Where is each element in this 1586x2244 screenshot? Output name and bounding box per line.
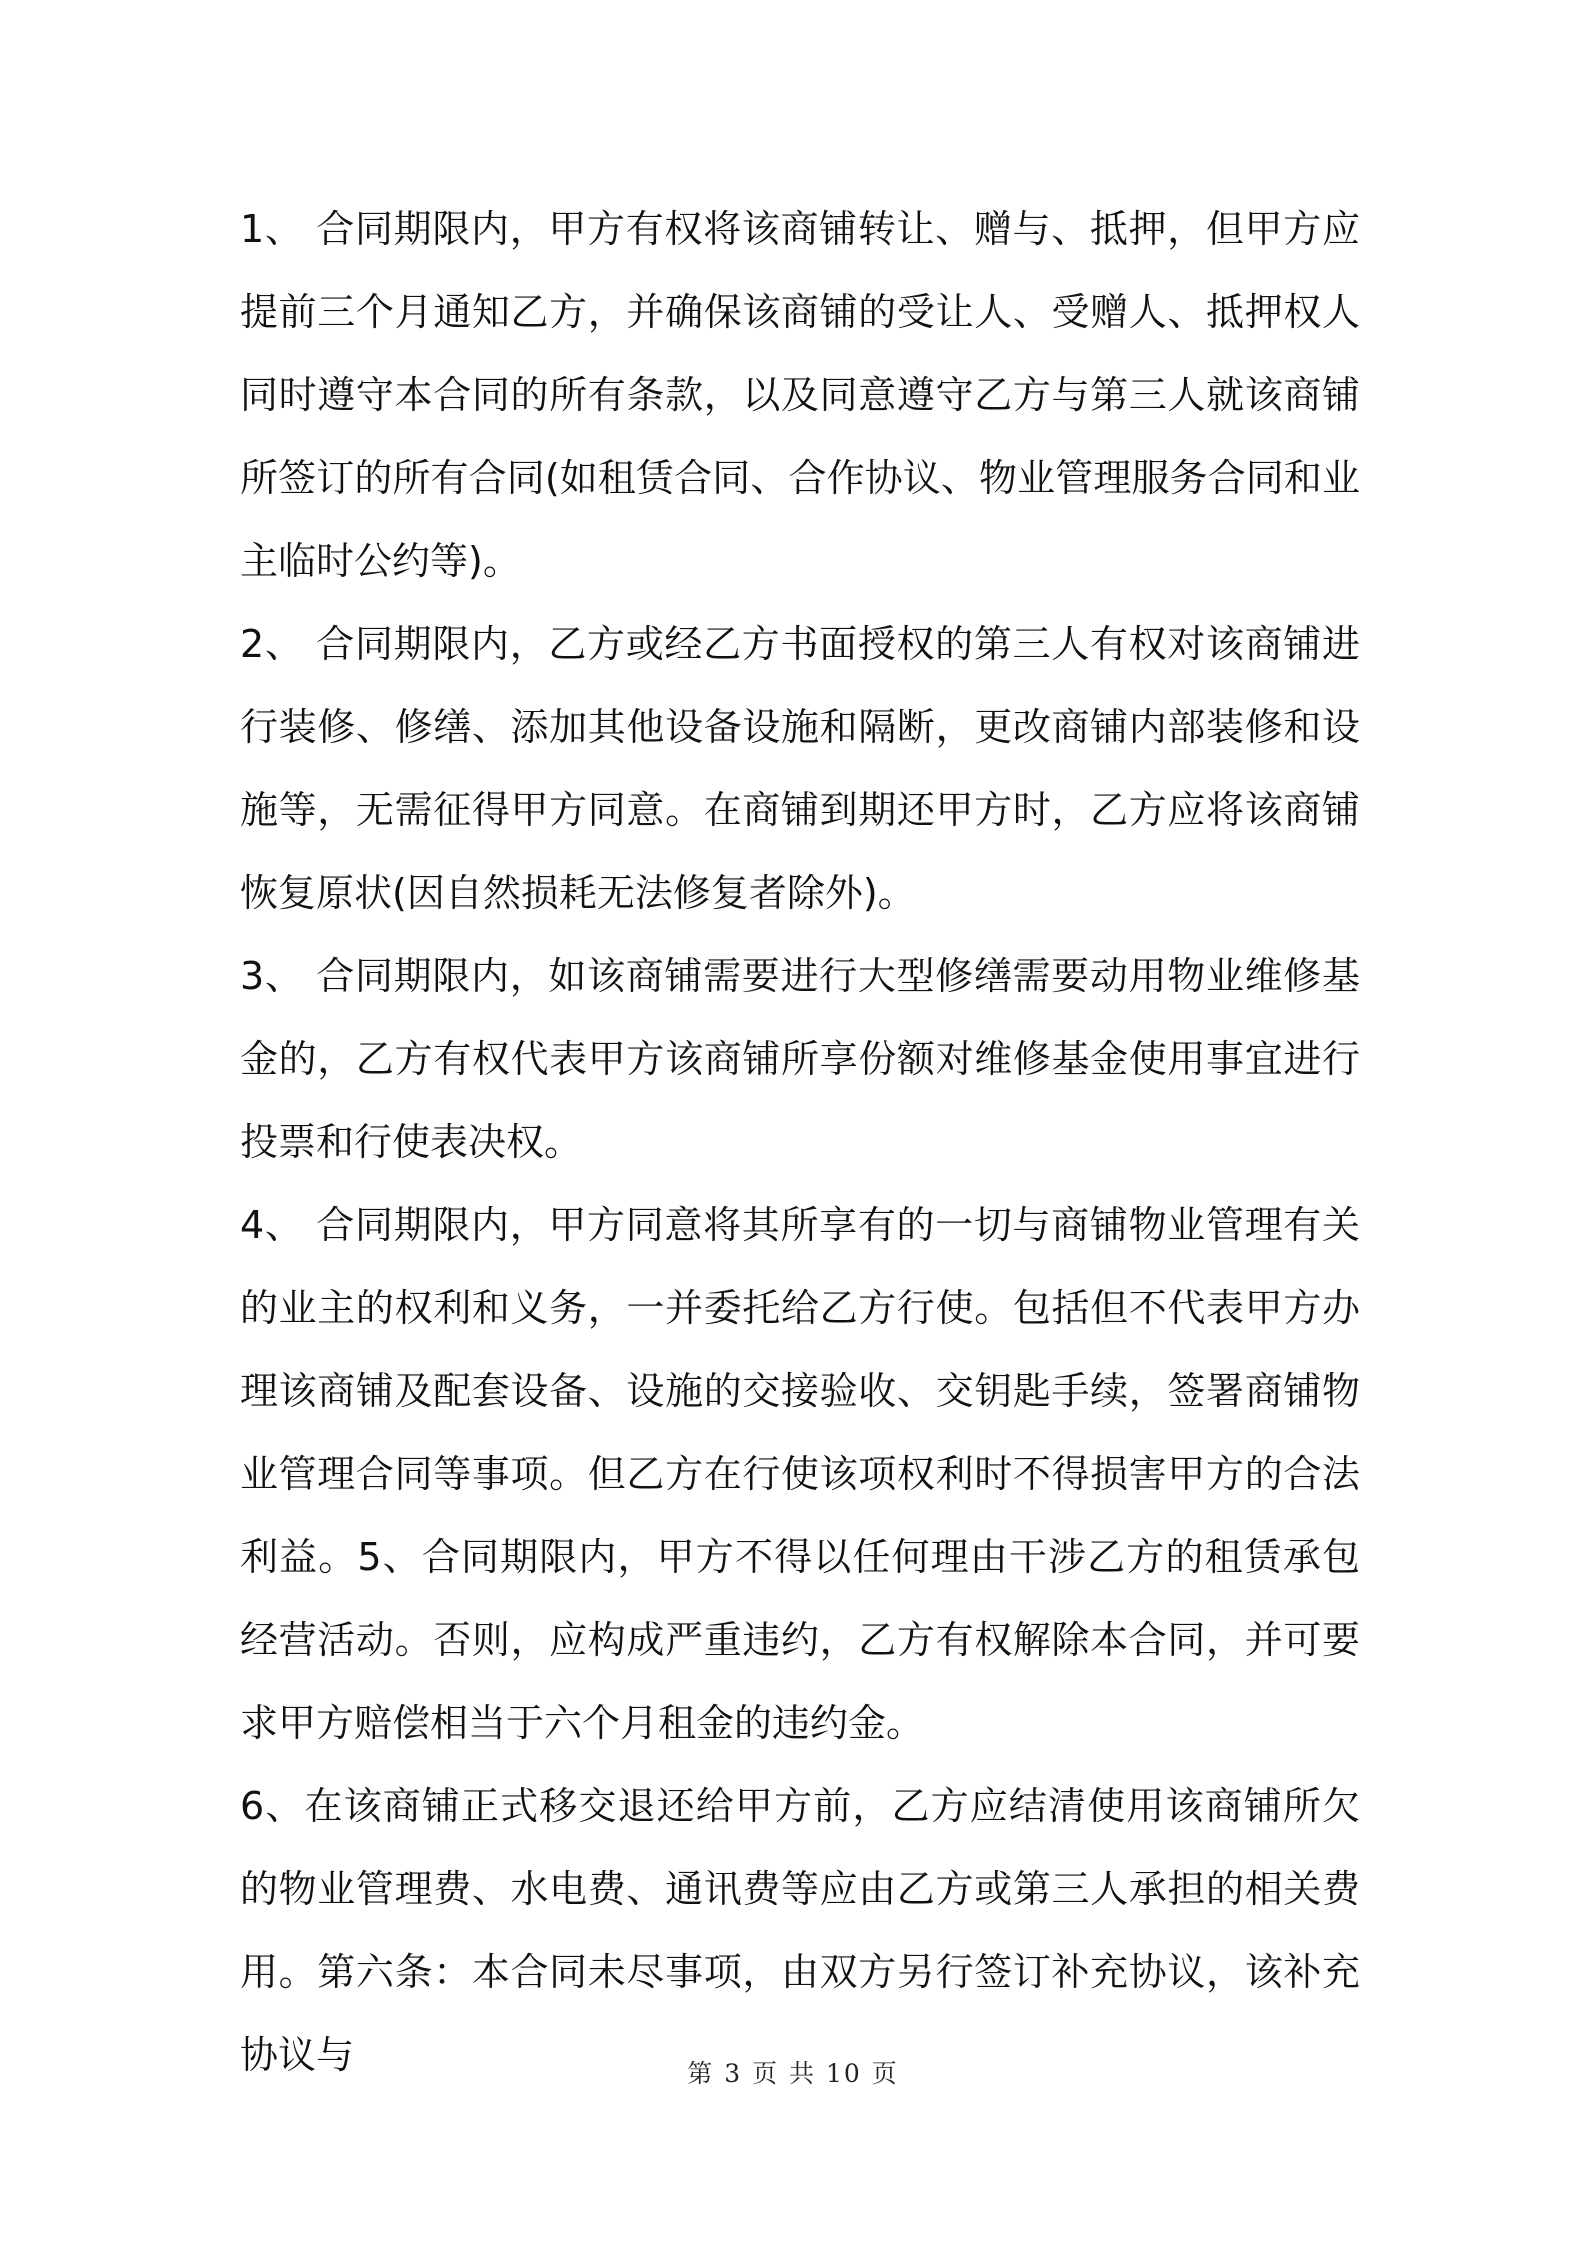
paragraph-clause-2: 2、 合同期限内，乙方或经乙方书面授权的第三人有权对该商铺进行装修、修缮、添加其他设备设施和隔断，更改商铺内部装修和设施等，无需征得甲方同意。在商铺到期还甲方时，乙方应将该商铺恢复原状(因自然损耗无法修复者除外)。 [240,622,1360,915]
page-number-footer: 第 3 页 共 10 页 [687,2059,899,2088]
paragraph-clause-6: 6、在该商铺正式移交退还给甲方前，乙方应结清使用该商铺所欠的物业管理费、水电费、通讯费等应由乙方或第三人承担的相关费用。第六条：本合同未尽事项，由双方另行签订补充协议，该补充协议与 [240,1784,1360,2077]
document-body [240,188,1360,2097]
paragraph-clause-3: 3、 合同期限内，如该商铺需要进行大型修缮需要动用物业维修基金的，乙方有权代表甲方该商铺所享份额对维修基金使用事宜进行投票和行使表决权。 [240,954,1360,1164]
paragraph-clause-1: 1、 合同期限内，甲方有权将该商铺转让、赠与、抵押，但甲方应提前三个月通知乙方，并确保该商铺的受让人、受赠人、抵押权人同时遵守本合同的所有条款，以及同意遵守乙方与第三人就该商铺所签订的所有合同(如租赁合同、合作协议、物业管理服务合同和业主临时公约等)。 [240,207,1360,583]
paragraph-clause-4-5: 4、 合同期限内，甲方同意将其所享有的一切与商铺物业管理有关的业主的权利和义务，一并委托给乙方行使。包括但不代表甲方办理该商铺及配套设备、设施的交接验收、交钥匙手续，签署商铺物业管理合同等事项。但乙方在行使该项权利时不得损害甲方的合法利益。5、合同期限内，甲方不得以任何理由干涉乙方的租赁承包经营活动。否则，应构成严重违约，乙方有权解除本合同，并可要求甲方赔偿相当于六个月租金的违约金。 [240,1203,1360,1745]
